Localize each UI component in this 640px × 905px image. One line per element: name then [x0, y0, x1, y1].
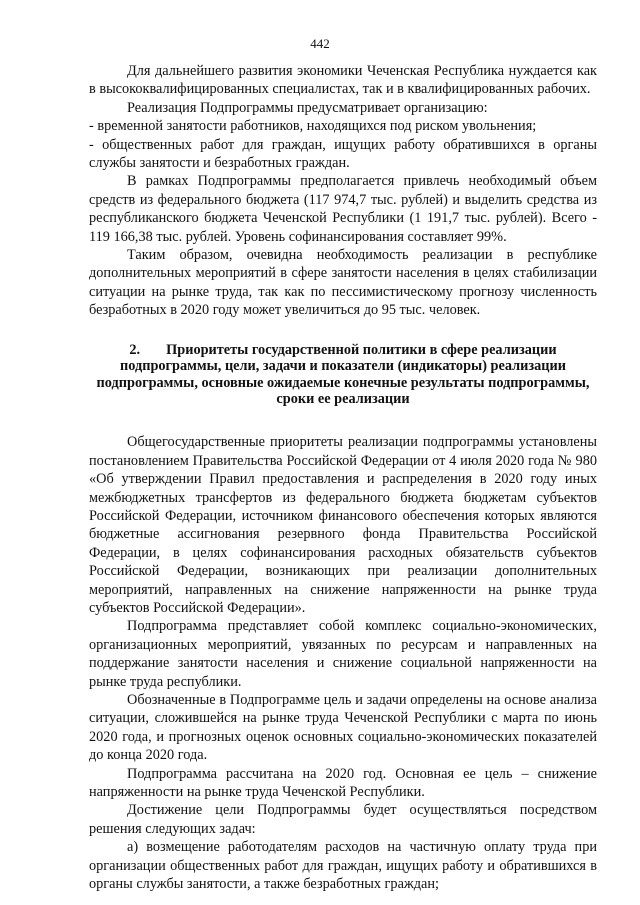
section-heading	[89, 342, 597, 408]
paragraph: Общегосударственные приоритеты реализации подпрограммы установлены постановлением Правительства Российской Федерации от 4 июля 2020 года № 980 «Об утверждении Правил предоставления и распределения в 2020 году иных межбюджетных трансфертов из федерального бюджета бюджетам субъектов Российской Федерации, источником финансового обеспечения которых являются бюджетные ассигнования резервного фонда Правительства Российской Федерации, в целях софинансирования расходных обязательств субъектов Российской Федерации, возникающих при реализации дополнительных мероприятий, направленных на снижение напряженности на рынке труда субъектов Российской Федерации».	[89, 434, 597, 616]
list-item: - временной занятости работников, находящихся под риском увольнения;	[89, 118, 537, 135]
paragraph: Реализация Подпрограммы предусматривает организацию:	[127, 99, 488, 116]
section-title: Приоритеты государственной политики в сфере реализации подпрограммы, цели, задачи и показатели (индикаторы) реализации подпрограммы, основные ожидаемые конечные результаты подпрограммы, сроки ее реализации	[96, 341, 590, 407]
paragraph: Обозначенные в Подпрограмме цель и задачи определены на основе анализа ситуации, сложившейся на рынке труда Чеченской Республики с марта по июнь 2020 года, и прогнозных оценок основных социально-экономических показателей до конца 2020 года.	[89, 692, 597, 764]
paragraph: Таким образом, очевидна необходимость реализации в республике дополнительных мероприятий в сфере занятости населения в целях стабилизации ситуации на рынке труда, так как по пессимистическому прогнозу численность безработных в 2020 году может увеличиться до 95 тыс. человек.	[89, 247, 597, 319]
paragraph: Достижение цели Подпрограммы будет осуществляться посредством решения следующих задач:	[89, 802, 597, 837]
paragraph: а) возмещение работодателям расходов на частичную оплату труда при организации общественных работ для граждан, ищущих работу и обратившихся в органы службы занятости, а также безработных граждан;	[89, 839, 597, 893]
paragraph: Подпрограмма представляет собой комплекс социально-экономических, организационных мероприятий, увязанных по ресурсам и направленных на поддержание занятости населения и снижение социальной напряженности на рынке труда республики.	[89, 618, 597, 690]
section-number: 2.	[129, 341, 141, 358]
paragraph: В рамках Подпрограммы предполагается привлечь необходимый объем средств из федерального бюджета (117 974,7 тыс. рублей) и выделить средства из республиканского бюджета Чеченской Республики (1 191,7 тыс. рублей). Всего - 119 166,38 тыс. рублей. Уровень софинансирования составляет 99%.	[89, 173, 597, 245]
document-body	[89, 62, 597, 893]
list-item: - общественных работ для граждан, ищущих работу обратившихся в органы службы занятости и безработных граждан.	[89, 136, 597, 172]
paragraph: Подпрограмма рассчитана на 2020 год. Основная ее цель – снижение напряженности на рынке труда Чеченской Республики.	[89, 765, 597, 801]
paragraph: Для дальнейшего развития экономики Чеченская Республика нуждается как в высококвалифицированных специалистах, так и в квалифицированных рабочих.	[89, 63, 597, 98]
page-number: 442	[310, 36, 330, 51]
